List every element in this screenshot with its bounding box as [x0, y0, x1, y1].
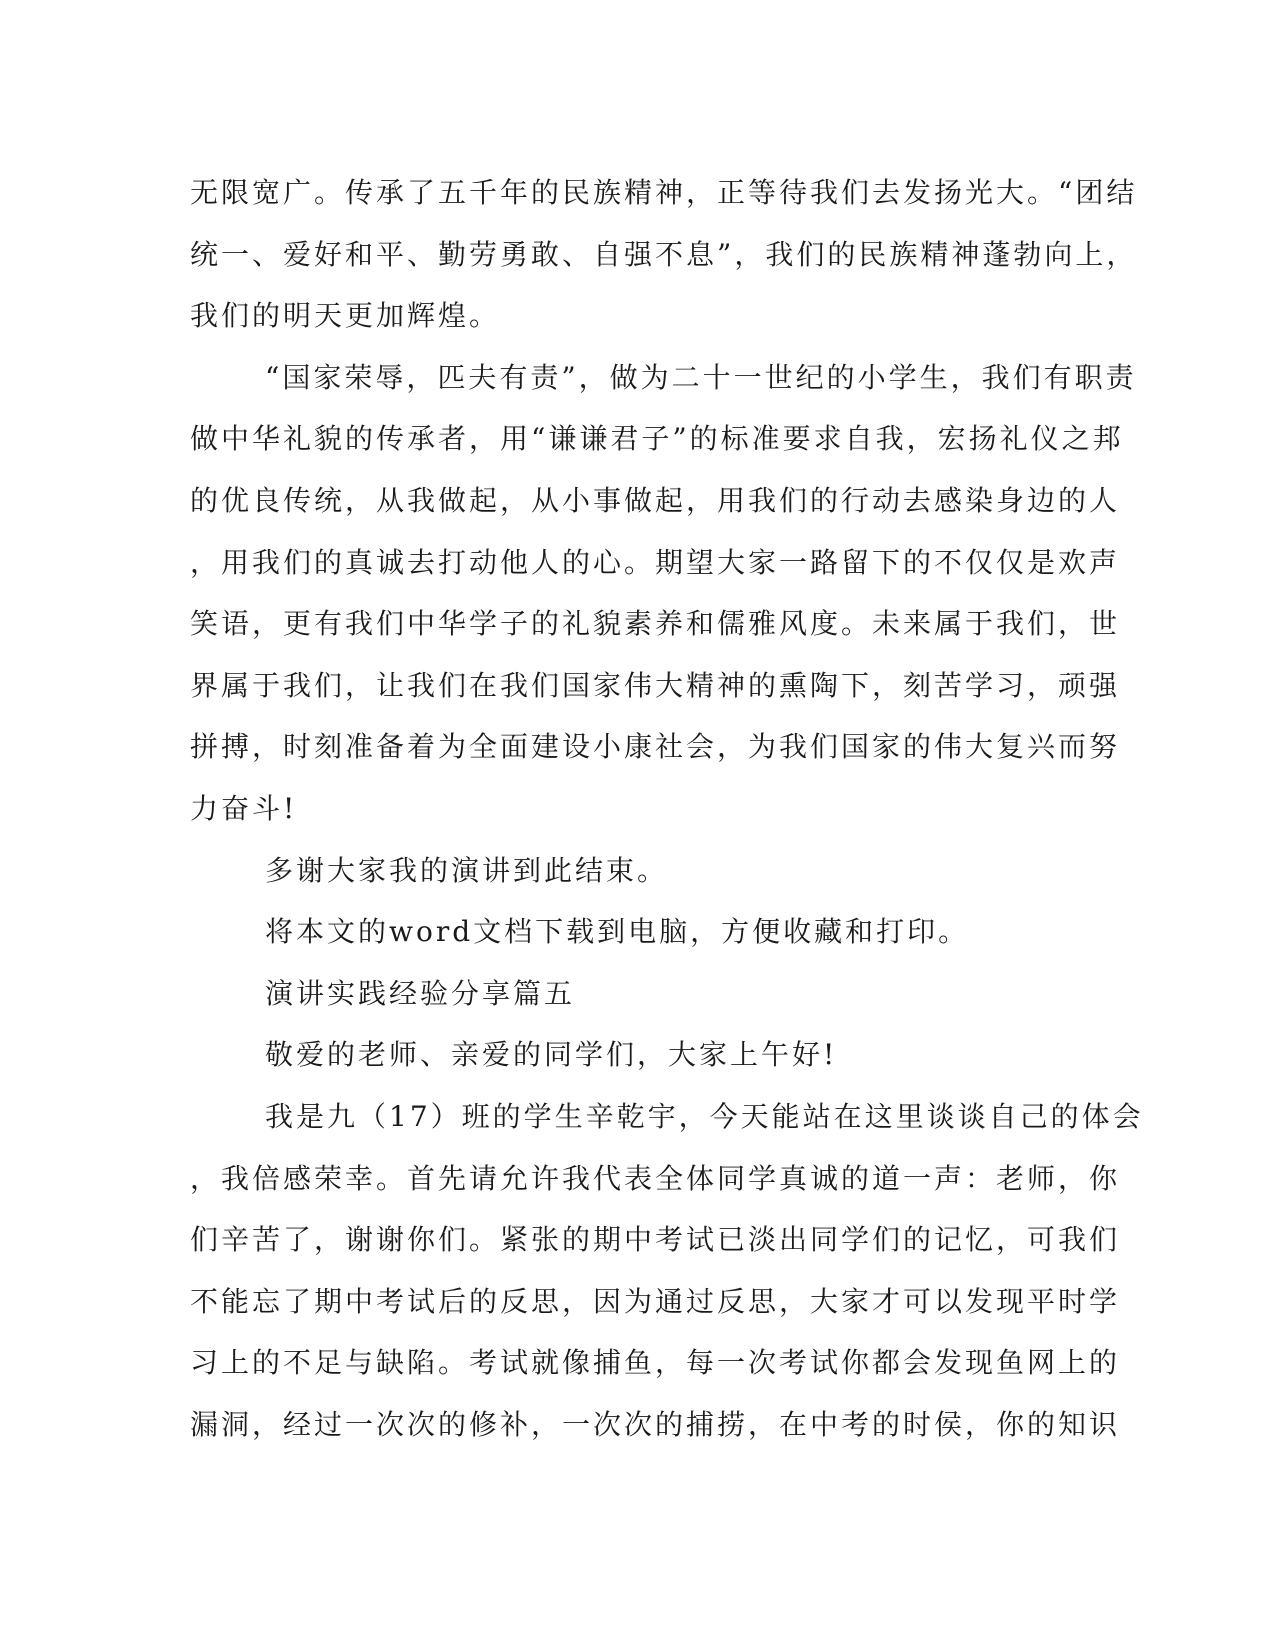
text-line: “国家荣辱，匹夫有责”，做为二十一世纪的小学生，我们有职责: [265, 360, 1137, 394]
text-line: 我们的明天更加辉煌。: [190, 299, 501, 333]
text-line: 做中华礼貌的传承者，用“谦谦君子”的标准要求自我，宏扬礼仪之邦: [190, 422, 1124, 456]
text-line: ，我倍感荣幸。首先请允许我代表全体同学真诚的道一声：老师，你: [190, 1161, 1121, 1195]
text-line: 界属于我们，让我们在我们国家伟大精神的熏陶下，刻苦学习，顽强: [190, 668, 1121, 702]
text-line: 习上的不足与缺陷。考试就像捕鱼，每一次考试你都会发现鱼网上的: [190, 1346, 1121, 1380]
text-line: 们辛苦了，谢谢你们。紧张的期中考试已淡出同学们的记忆，可我们: [190, 1223, 1121, 1257]
text-line: 将本文的word文档下载到电脑，方便收藏和打印。: [265, 915, 970, 949]
text-line: 无限宽广。传承了五千年的民族精神，正等待我们去发扬光大。“团结: [190, 176, 1138, 209]
text-line: 的优良传统，从我做起，从小事做起，用我们的行动去感染身边的人: [190, 483, 1121, 517]
text-line: 力奋斗!: [190, 791, 298, 825]
text-line: 多谢大家我的演讲到此结束。: [265, 853, 669, 887]
text-line: 不能忘了期中考试后的反思，因为通过反思，大家才可以发现平时学: [190, 1284, 1121, 1318]
text-line: 我是九（17）班的学生辛乾宇，今天能站在这里谈谈自己的体会: [265, 1099, 1144, 1133]
text-line: 统一、爱好和平、勤劳勇敢、自强不息”，我们的民族精神蓬勃向上，: [190, 237, 1138, 271]
body-text: [190, 162, 1144, 1455]
section-heading: 演讲实践经验分享篇五: [265, 976, 576, 1010]
text-line: 拼搏，时刻准备着为全面建设小康社会，为我们国家的伟大复兴而努: [190, 730, 1121, 764]
text-line: 笑语，更有我们中华学子的礼貌素养和儒雅风度。未来属于我们，世: [190, 607, 1121, 641]
text-line: 漏洞，经过一次次的修补，一次次的捕捞，在中考的时侯，你的知识: [190, 1407, 1121, 1441]
text-line: 敬爱的老师、亲爱的同学们，大家上午好!: [265, 1038, 838, 1072]
text-line: ，用我们的真诚去打动他人的心。期望大家一路留下的不仅仅是欢声: [190, 545, 1121, 579]
